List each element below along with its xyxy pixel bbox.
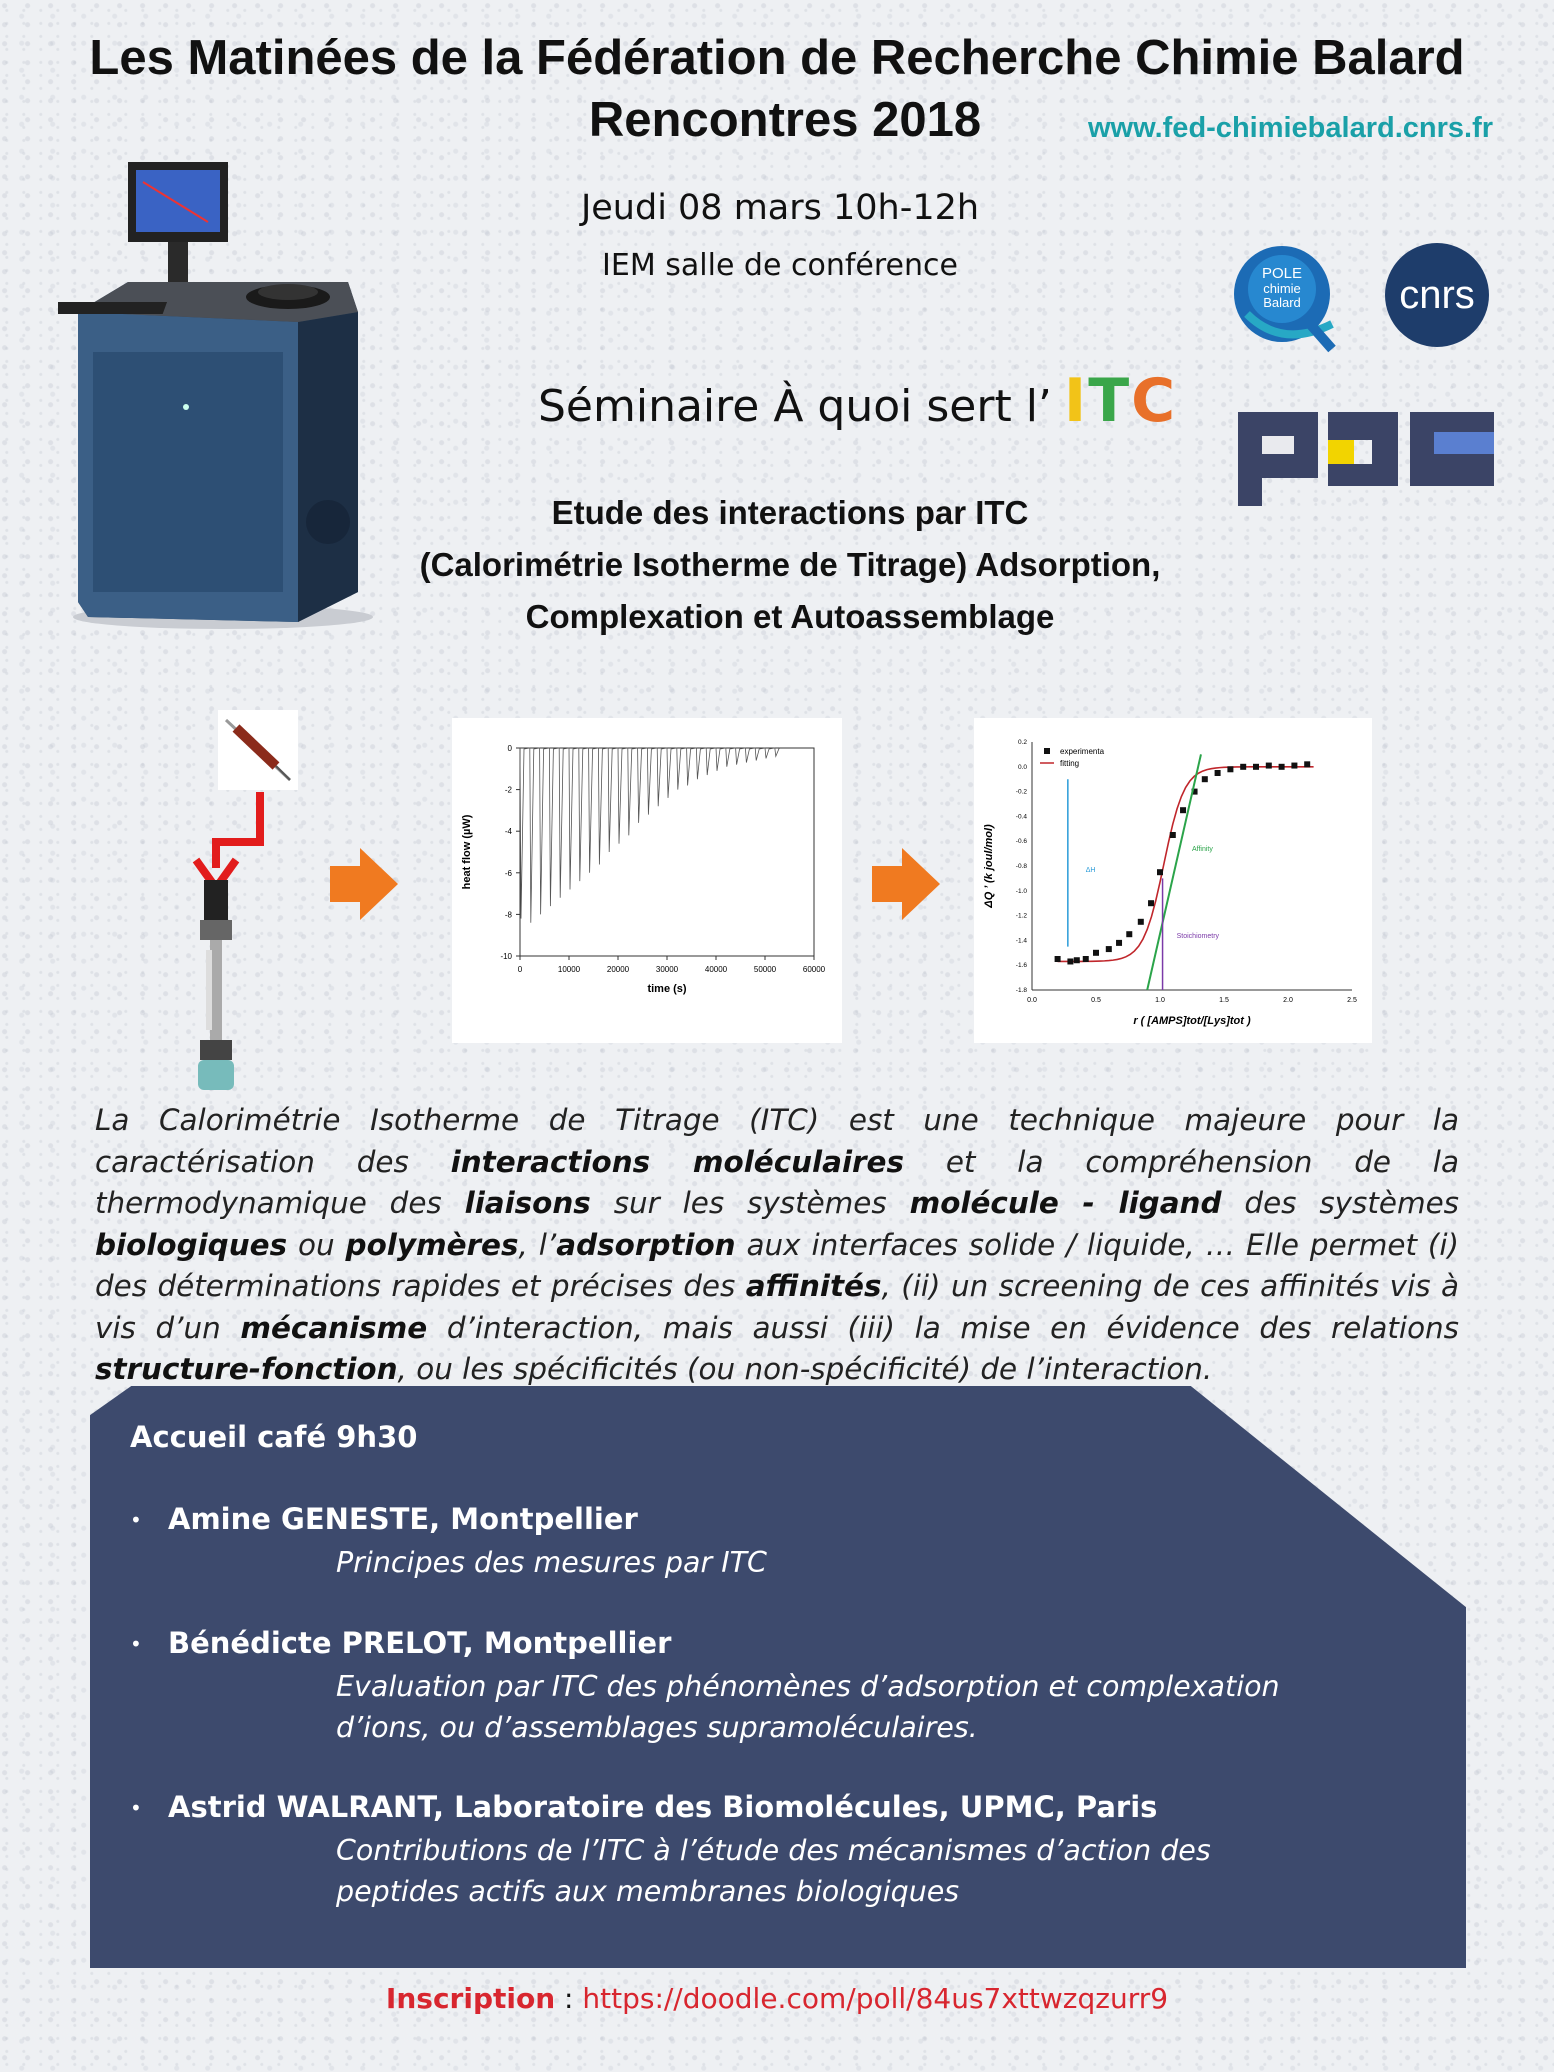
seminar-heading — [538, 366, 1177, 436]
y-tick-label: -1.0 — [1015, 887, 1027, 895]
keyword: adsorption — [556, 1227, 736, 1262]
y-tick-label: -2 — [504, 785, 512, 795]
data-point — [1148, 900, 1154, 906]
pole-line-3: Balard — [1263, 295, 1301, 310]
pac-logo — [1238, 404, 1494, 506]
x-tick-label: 2.5 — [1347, 997, 1357, 1004]
y-axis-label: ΔQ ’ (k joul/mol) — [983, 824, 995, 908]
data-point — [1170, 832, 1176, 838]
x-tick-label: 30000 — [655, 965, 679, 974]
y-tick-label: -1.2 — [1015, 912, 1027, 920]
registration-separator: : — [555, 1982, 583, 2015]
bullet-icon: • — [130, 1796, 142, 1820]
keyword: biologiques — [95, 1227, 288, 1262]
x-tick-label: 0 — [517, 965, 523, 974]
talk-1-title-line-1: Principes des mesures par ITC — [336, 1546, 767, 1579]
plot-frame — [520, 748, 814, 956]
annotation-delta-h: ΔH — [1085, 867, 1096, 875]
annotation-affinity: Affinity — [1192, 846, 1213, 854]
data-point — [1157, 869, 1163, 875]
poster-subtitle: Rencontres 2018 — [588, 93, 982, 147]
keyword: molécule - ligand — [909, 1186, 1222, 1220]
speaker-1: Amine GENESTE, Montpellier — [168, 1502, 638, 1536]
welcome-coffee: Accueil café 9h30 — [130, 1420, 418, 1454]
data-point — [1074, 957, 1080, 963]
talk-2-title-line-2: d’ions, ou d’assemblages supramoléculaires. — [336, 1711, 978, 1744]
text-segment: des systèmes — [1221, 1186, 1459, 1220]
seminar-prefix: Séminaire À quoi sert l’ — [538, 381, 1052, 432]
legend-label: experimenta — [1060, 747, 1105, 756]
data-point — [1266, 763, 1272, 769]
data-point — [1240, 764, 1246, 770]
website-link[interactable]: www.fed-chimiebalard.cnrs.fr — [1088, 112, 1494, 144]
y-axis-label: heat flow (µW) — [461, 814, 473, 890]
keyword: polymères — [345, 1227, 519, 1262]
description-paragraph — [95, 1100, 1459, 1391]
data-point — [1291, 763, 1297, 769]
text-segment: , l’ — [518, 1227, 557, 1262]
x-tick-label: 40000 — [704, 965, 728, 974]
data-point — [1279, 764, 1285, 770]
topic-line-1: Etude des interactions par ITC — [551, 494, 1029, 531]
y-tick-label: -1.8 — [1015, 987, 1027, 994]
data-point — [1093, 950, 1099, 956]
legend-marker — [1044, 748, 1050, 754]
x-tick-label: 20000 — [606, 965, 630, 974]
x-axis-label: r ( [AMPS]tot/[Lys]tot ) — [1133, 1015, 1251, 1027]
y-tick-label: -0.4 — [1015, 813, 1027, 821]
x-tick-label: 10000 — [557, 965, 581, 974]
text-segment: La Calorimétrie Isotherme de Titrage (ITC) est une technique majeure pour la caractérisation des — [95, 1103, 1459, 1179]
data-point — [1138, 919, 1144, 925]
text-segment: aux interfaces solide / liquide, … Elle permet (i) des déterminations rapides et précises des — [95, 1227, 1459, 1303]
registration-line — [0, 1982, 1554, 2015]
topic-line-3: Complexation et Autoassemblage — [525, 598, 1055, 635]
heat-flow-trace — [520, 748, 780, 923]
text-segment: et la compréhension de la thermodynamique des — [95, 1144, 1459, 1220]
pole-line-2: chimie — [1263, 281, 1301, 296]
registration-label: Inscription — [385, 1982, 556, 2015]
event-date: Jeudi 08 mars 10h-12h — [580, 188, 980, 228]
data-point — [1304, 761, 1310, 767]
keyword: structure-fonction — [95, 1352, 398, 1386]
data-point — [1202, 776, 1208, 782]
data-point — [1067, 958, 1073, 964]
itc-letter-t: T — [1088, 366, 1132, 436]
x-tick-label: 50000 — [753, 965, 777, 974]
y-tick-label: -1.6 — [1015, 962, 1027, 970]
y-tick-label: -0.2 — [1015, 788, 1027, 796]
event-venue: IEM salle de conférence — [602, 248, 958, 283]
data-point — [1253, 764, 1259, 770]
speaker-2: Bénédicte PRELOT, Montpellier — [168, 1626, 672, 1660]
text-segment: , ou les spécificités (ou non-spécificité) de l’interaction. — [397, 1352, 1213, 1386]
y-tick-label: 0 — [507, 744, 512, 753]
x-axis-label: time (s) — [647, 983, 687, 995]
bullet-icon: • — [130, 1632, 142, 1656]
cnrs-text: cnrs — [1399, 273, 1475, 317]
topic-line-2: (Calorimétrie Isotherme de Titrage) Adsorption, — [419, 546, 1161, 583]
thermogram-chart — [452, 718, 842, 1043]
text-segment: d’interaction, mais aussi (iii) la mise en évidence des relations — [427, 1310, 1459, 1345]
bullet-icon: • — [130, 1508, 142, 1532]
x-tick-label: 1.5 — [1219, 997, 1229, 1004]
data-point — [1083, 956, 1089, 962]
arrow-right-icon — [330, 848, 398, 920]
itc-letter-c: C — [1131, 366, 1178, 436]
y-tick-label: -4 — [504, 827, 512, 837]
data-point — [1055, 956, 1061, 962]
arrow-right-icon — [872, 848, 940, 920]
poster-title: Les Matinées de la Fédération de Recherche Chimie Balard — [89, 31, 1465, 85]
y-tick-label: -10 — [500, 952, 512, 961]
data-point — [1106, 946, 1112, 952]
y-tick-label: -0.8 — [1015, 863, 1027, 870]
keyword: mécanisme — [240, 1310, 428, 1345]
syringe-icon — [218, 710, 298, 790]
annotation-stoichiometry: Stoichiometry — [1176, 932, 1220, 940]
x-tick-label: 0.5 — [1091, 997, 1101, 1004]
itc-cell-icon — [186, 880, 246, 1100]
x-tick-label: 2.0 — [1283, 997, 1293, 1004]
keyword: interactions moléculaires — [450, 1144, 904, 1179]
data-point — [1116, 940, 1122, 946]
text-segment: sur les systèmes — [590, 1186, 910, 1220]
legend-label: fitting — [1060, 759, 1080, 768]
y-tick-label: 0.2 — [1017, 739, 1027, 746]
keyword: liaisons — [464, 1186, 591, 1220]
data-point — [1180, 807, 1186, 813]
y-tick-label: -6 — [504, 868, 512, 878]
registration-link[interactable]: https://doodle.com/poll/84us7xttwzqzurr9 — [582, 1982, 1169, 2015]
program-panel — [90, 1386, 1466, 1968]
data-point — [1126, 931, 1132, 937]
cnrs-logo — [1382, 240, 1492, 350]
x-tick-label: 60000 — [802, 965, 826, 974]
x-tick-label: 1.0 — [1155, 997, 1165, 1004]
text-segment: , (ii) un screening de ces affinités vis à vis d’un — [95, 1269, 1460, 1345]
itc-letter-i: I — [1063, 366, 1089, 436]
talk-3-title-line-1: Contributions de l’ITC à l’étude des mécanismes d’action des — [336, 1834, 1211, 1867]
talk-3-title-line-2: peptides actifs aux membranes biologiques — [336, 1875, 960, 1908]
calorimeter-image — [58, 162, 378, 632]
pole-line-1: POLE — [1261, 265, 1303, 282]
data-point — [1215, 770, 1221, 776]
talk-2-title-line-1: Evaluation par ITC des phénomènes d’adsorption et complexation — [336, 1670, 1280, 1703]
pole-balard-logo — [1232, 244, 1342, 354]
data-point — [1227, 766, 1233, 772]
x-tick-label: 0.0 — [1027, 997, 1037, 1004]
text-segment: ou — [287, 1227, 346, 1262]
binding-isotherm-chart — [974, 718, 1372, 1043]
speaker-3: Astrid WALRANT, Laboratoire des Biomolécules, UPMC, Paris — [168, 1790, 1158, 1824]
y-tick-label: -0.6 — [1015, 838, 1027, 846]
affinity-slope-line — [1147, 754, 1201, 990]
y-tick-label: 0.0 — [1017, 763, 1027, 771]
keyword: affinités — [745, 1269, 882, 1303]
y-tick-label: -8 — [504, 910, 512, 920]
y-tick-label: -1.4 — [1015, 937, 1027, 945]
itc-wordmark — [1064, 366, 1177, 436]
